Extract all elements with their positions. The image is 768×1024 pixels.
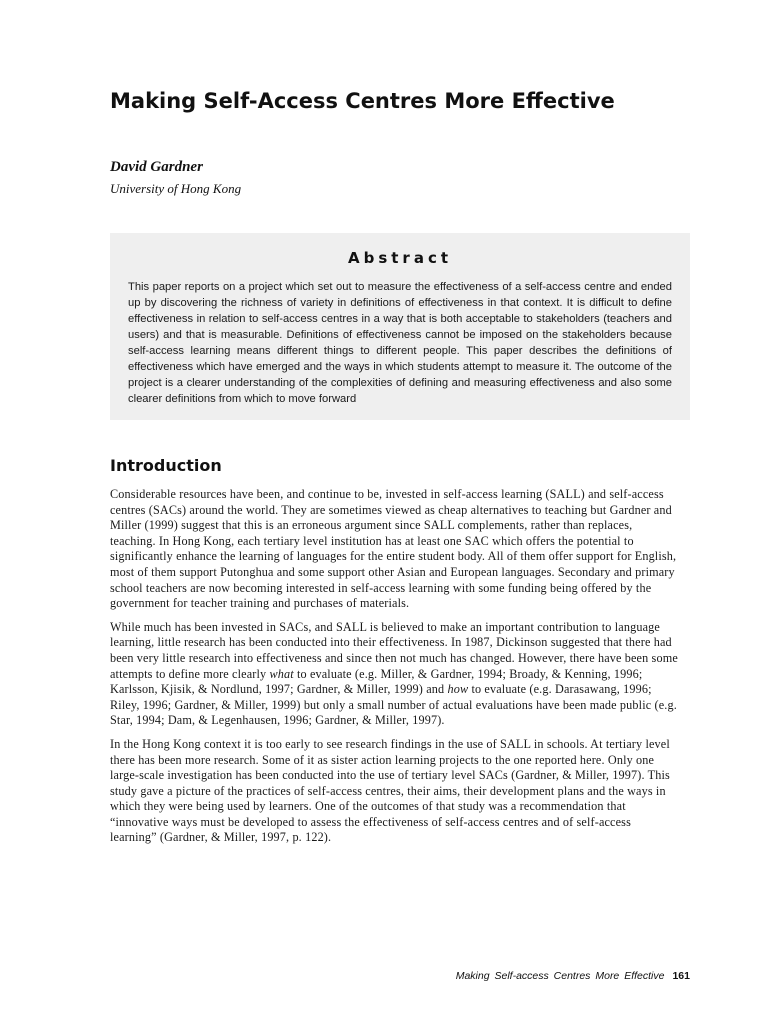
emphasis-how: how [447,682,469,697]
abstract-box [110,233,690,420]
abstract-text: This paper reports on a project which set out to measure the effectiveness of a self-access centre and ended up by discovering the richness of variety in definitions of effectiveness in that context. It is difficult to define effectiveness in relation to self-access centres in a way that is both acceptable to stakeholders (teachers and users) and that is measurable. Definitions of effectiveness cannot be imposed on the stakeholders because self-access learning means different things to different people. This paper describes the definitions of effectiveness which have emerged and the ways in which students attempt to measure it. The outcome of the project is a clearer understanding of the complexities of defining and measuring effectiveness and also some clearer definitions from which to move forward [128,281,672,405]
author-name: David Gardner [110,159,203,175]
paragraph-2-part-b: to evaluate (e.g. Miller, & Gardner, 1994; Broady, & Kenning, 1996; Karlsson, Kjisik, & Nordlund, 1997; Gardner, & Miller, 1999) and [110,666,643,697]
paragraph-2-part-a: While much has been invested in SACs, and SALL is believed to make an important contribution to language learning, little research has been conducted into their effectiveness. In 1987, Dickinson suggested that there had been very little research into effectiveness and since then not much has changed. However, there have been some attempts to define more clearly [110,619,678,681]
section-heading-introduction: Introduction [110,456,222,475]
emphasis-what: what [269,666,294,681]
paragraph-2 [110,620,678,729]
body-text [110,487,678,854]
page-footer [456,970,690,982]
abstract-heading: Abstract [347,249,453,267]
paper-title: Making Self-Access Centres More Effective [110,89,615,113]
page-number: 161 [672,970,690,982]
paragraph-3: In the Hong Kong context it is too early to see research findings in the use of SALL in schools. At tertiary level there has been more research. Some of it as sister action learning projects to the one reported here. Only one large-scale investigation has been conducted into the use of tertiary level SACs (Gardner, & Miller, 1997). This study gave a picture of the practices of self-access centres, their aims, their development plans and the ways in which they were being used by learners. One of the outcomes of that study was a recommendation that “innovative ways must be developed to assess the effectiveness of self-access centres and of self-access learning” (Gardner, & Miller, 1997, p. 122). [110,736,670,845]
author-affiliation: University of Hong Kong [110,181,242,196]
running-title: Making Self-access Centres More Effective [455,970,665,982]
paragraph-2-part-c: to evaluate (e.g. Darasawang, 1996; Riley, 1996; Gardner, & Miller, 1999) but only a small number of actual evaluations have been made public (e.g. Star, 1994; Dam, & Legenhausen, 1996; Gardner, & Miller, 1997). [110,682,677,728]
paragraph-1: Considerable resources have been, and continue to be, invested in self-access learning (SALL) and self-access centres (SACs) around the world. They are sometimes viewed as cheap alternatives to teaching but Gardner and Miller (1999) suggest that this is an erroneous argument since SALL complements, rather than replaces, teaching. In Hong Kong, each tertiary level institution has at least one SAC which offers the potential to significantly enhance the learning of languages for the entire student body. All of them offer support for English, most of them support Putonghua and some support other Asian and European languages. Secondary and primary school teachers are now becoming interested in self-access learning with some funding being offered by the government for teacher training and purchases of materials. [110,487,677,611]
